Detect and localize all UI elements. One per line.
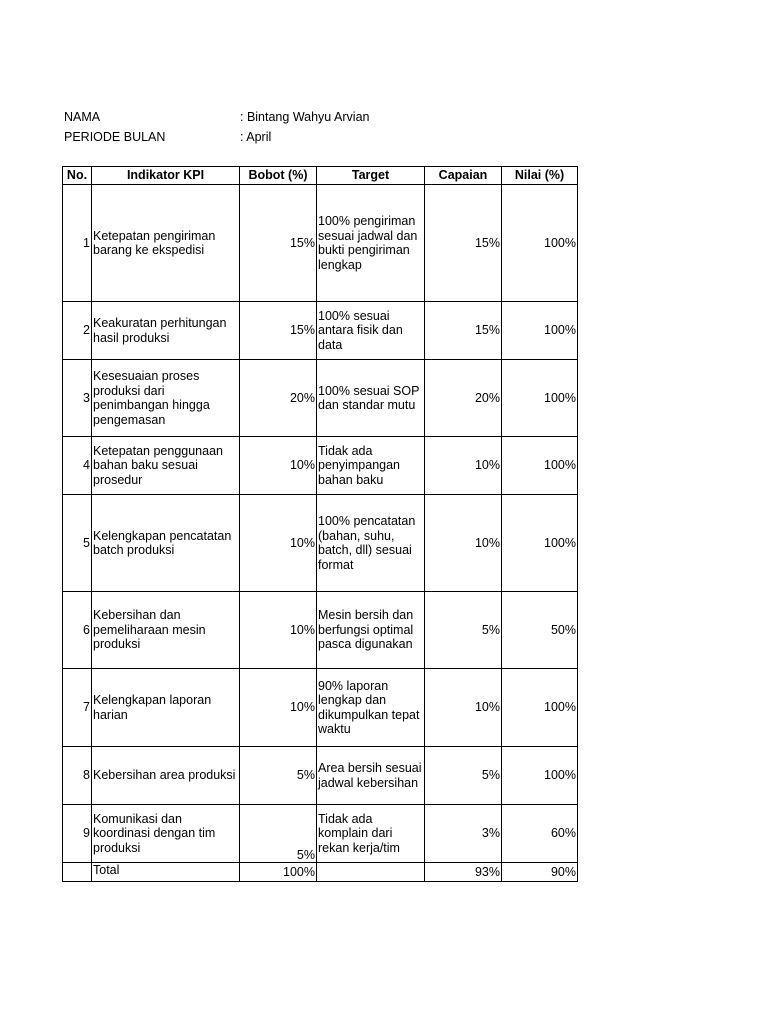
row-bobot: 10% bbox=[240, 592, 317, 669]
row-capaian: 20% bbox=[425, 360, 502, 437]
row-indikator: Kebersihan dan pemeliharaan mesin produksi bbox=[92, 592, 240, 669]
row-nilai: 100% bbox=[502, 747, 578, 805]
row-bobot: 20% bbox=[240, 360, 317, 437]
row-no: 9 bbox=[63, 805, 92, 863]
periode-label: PERIODE BULAN bbox=[64, 130, 166, 144]
header-indikator: Indikator KPI bbox=[92, 167, 240, 185]
row-capaian: 10% bbox=[425, 669, 502, 747]
table-row bbox=[63, 805, 578, 863]
row-indikator: Kesesuaian proses produksi dari penimbangan hingga pengemasan bbox=[92, 360, 240, 437]
row-nilai: 100% bbox=[502, 495, 578, 592]
table-row bbox=[63, 747, 578, 805]
row-target: Area bersih sesuai jadwal kebersihan bbox=[317, 747, 425, 805]
row-bobot: 15% bbox=[240, 302, 317, 360]
row-capaian: 3% bbox=[425, 805, 502, 863]
row-nilai: 100% bbox=[502, 302, 578, 360]
total-nilai: 90% bbox=[502, 863, 578, 882]
row-capaian: 5% bbox=[425, 747, 502, 805]
table-row bbox=[63, 495, 578, 592]
row-no: 2 bbox=[63, 302, 92, 360]
table-row bbox=[63, 185, 578, 302]
header-no: No. bbox=[63, 167, 92, 185]
row-bobot: 15% bbox=[240, 185, 317, 302]
row-indikator: Kelengkapan pencatatan batch produksi bbox=[92, 495, 240, 592]
row-nilai: 100% bbox=[502, 185, 578, 302]
row-bobot: 5% bbox=[240, 747, 317, 805]
header-bobot: Bobot (%) bbox=[240, 167, 317, 185]
row-nilai: 100% bbox=[502, 669, 578, 747]
row-no: 6 bbox=[63, 592, 92, 669]
row-target: Tidak ada komplain dari rekan kerja/tim bbox=[317, 805, 425, 863]
nama-value: : Bintang Wahyu Arvian bbox=[240, 110, 370, 124]
row-no: 1 bbox=[63, 185, 92, 302]
row-nilai: 100% bbox=[502, 360, 578, 437]
table-total-row bbox=[63, 863, 578, 882]
row-capaian: 10% bbox=[425, 437, 502, 495]
row-capaian: 10% bbox=[425, 495, 502, 592]
row-target: 100% sesuai SOP dan standar mutu bbox=[317, 360, 425, 437]
header-target: Target bbox=[317, 167, 425, 185]
row-indikator: Kebersihan area produksi bbox=[92, 747, 240, 805]
row-bobot: 10% bbox=[240, 495, 317, 592]
row-bobot: 5% bbox=[240, 805, 317, 863]
row-capaian: 5% bbox=[425, 592, 502, 669]
row-no: 8 bbox=[63, 747, 92, 805]
total-target-cell bbox=[317, 863, 425, 882]
table-row bbox=[63, 302, 578, 360]
row-target: 100% sesuai antara fisik dan data bbox=[317, 302, 425, 360]
header-capaian: Capaian bbox=[425, 167, 502, 185]
row-no: 5 bbox=[63, 495, 92, 592]
total-bobot: 100% bbox=[240, 863, 317, 882]
total-no-cell bbox=[63, 863, 92, 882]
nama-label: NAMA bbox=[64, 110, 101, 124]
row-target: 100% pencatatan (bahan, suhu, batch, dll) sesuai format bbox=[317, 495, 425, 592]
row-bobot: 10% bbox=[240, 437, 317, 495]
row-nilai: 60% bbox=[502, 805, 578, 863]
row-no: 4 bbox=[63, 437, 92, 495]
row-target: Mesin bersih dan berfungsi optimal pasca digunakan bbox=[317, 592, 425, 669]
row-target: 100% pengiriman sesuai jadwal dan bukti pengiriman lengkap bbox=[317, 185, 425, 302]
row-bobot: 10% bbox=[240, 669, 317, 747]
row-no: 7 bbox=[63, 669, 92, 747]
row-indikator: Komunikasi dan koordinasi dengan tim produksi bbox=[92, 805, 240, 863]
row-indikator: Ketepatan pengiriman barang ke ekspedisi bbox=[92, 185, 240, 302]
row-capaian: 15% bbox=[425, 302, 502, 360]
row-indikator: Ketepatan penggunaan bahan baku sesuai prosedur bbox=[92, 437, 240, 495]
row-capaian: 15% bbox=[425, 185, 502, 302]
row-indikator: Kelengkapan laporan harian bbox=[92, 669, 240, 747]
row-target: 90% laporan lengkap dan dikumpulkan tepat waktu bbox=[317, 669, 425, 747]
header-nilai: Nilai (%) bbox=[502, 167, 578, 185]
total-capaian: 93% bbox=[425, 863, 502, 882]
total-label: Total bbox=[92, 863, 240, 882]
row-nilai: 50% bbox=[502, 592, 578, 669]
table-row bbox=[63, 669, 578, 747]
row-no: 3 bbox=[63, 360, 92, 437]
row-nilai: 100% bbox=[502, 437, 578, 495]
table-row bbox=[63, 592, 578, 669]
row-target: Tidak ada penyimpangan bahan baku bbox=[317, 437, 425, 495]
row-indikator: Keakuratan perhitungan hasil produksi bbox=[92, 302, 240, 360]
kpi-table bbox=[62, 166, 578, 882]
table-row bbox=[63, 437, 578, 495]
periode-value: : April bbox=[240, 130, 272, 144]
table-header-row bbox=[63, 167, 578, 185]
table-row bbox=[63, 360, 578, 437]
